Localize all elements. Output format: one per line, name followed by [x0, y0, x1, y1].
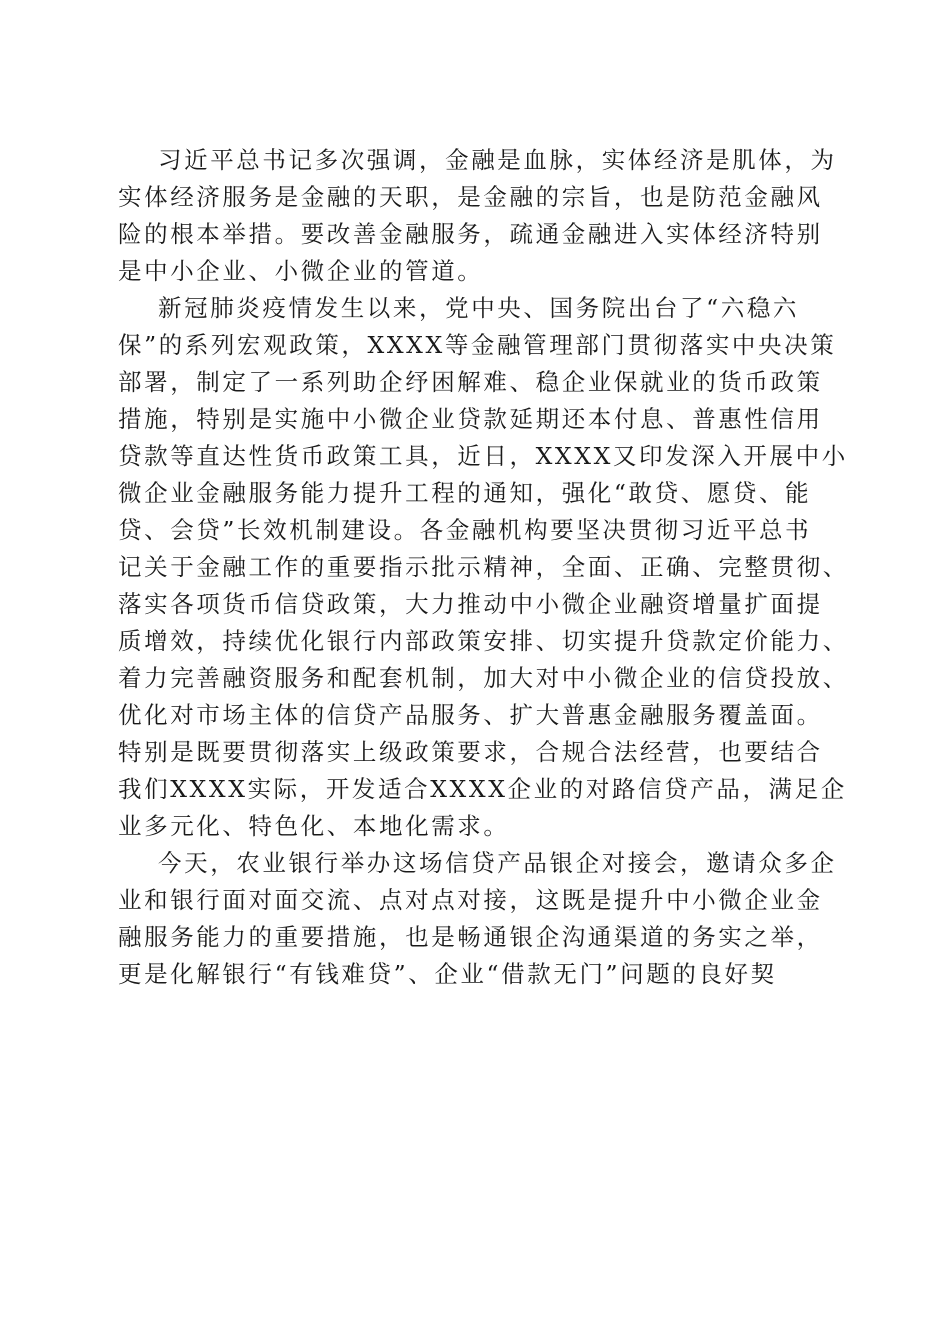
paragraph-2-line-7: 贷、会贷”长效机制建设。各金融机构要坚决贯彻习近平总书: [118, 516, 812, 544]
paragraph-1-line-4: 是中小企业、小微企业的管道。: [118, 257, 484, 285]
paragraph-3-line-4: 更是化解银行“有钱难贷”、企业“借款无门”问题的良好契: [118, 960, 777, 988]
paragraph-2-line-4: 措施，特别是实施中小微企业贷款延期还本付息、普惠性信用: [118, 405, 823, 433]
paragraph-2-line-6: 微企业金融服务能力提升工程的通知，强化“敢贷、愿贷、能: [118, 479, 812, 507]
paragraph-2-line-5: 贷款等直达性货币政策工具，近日，XXXX又印发深入开展中小: [118, 442, 848, 470]
paragraph-2-line-8: 记关于金融工作的重要指示批示精神，全面、正确、完整贯彻、: [118, 553, 849, 581]
paragraph-3-line-1: 今天，农业银行举办这场信贷产品银企对接会，邀请众多企: [158, 849, 837, 877]
paragraph-2-line-3: 部署，制定了一系列助企纾困解难、稳企业保就业的货币政策: [118, 368, 823, 396]
body-text: [118, 142, 849, 993]
paragraph-2-line-15: 业多元化、特色化、本地化需求。: [118, 812, 510, 840]
paragraph-2-line-2: 保”的系列宏观政策，XXXX等金融管理部门贯彻落实中央决策: [118, 331, 837, 359]
paragraph-1-line-1: 习近平总书记多次强调，金融是血脉，实体经济是肌体，为: [158, 146, 837, 174]
paragraph-2-line-9: 落实各项货币信贷政策，大力推动中小微企业融资增量扩面提: [118, 590, 823, 618]
paragraph-3-line-2: 业和银行面对面交流、点对点对接，这既是提升中小微企业金: [118, 886, 823, 914]
paragraph-2-line-11: 着力完善融资服务和配套机制，加大对中小微企业的信贷投放、: [118, 664, 849, 692]
paragraph-2-line-12: 优化对市场主体的信贷产品服务、扩大普惠金融服务覆盖面。: [118, 701, 823, 729]
paragraph-2-line-1: 新冠肺炎疫情发生以来，党中央、国务院出台了“六稳六: [158, 294, 800, 322]
paragraph-2-line-14: 我们XXXX实际，开发适合XXXX企业的对路信贷产品，满足企: [118, 775, 847, 803]
paragraph-2-line-10: 质增效，持续优化银行内部政策安排、切实提升贷款定价能力、: [118, 627, 849, 655]
paragraph-1-line-3: 险的根本举措。要改善金融服务，疏通金融进入实体经济特别: [118, 220, 823, 248]
paragraph-1-line-2: 实体经济服务是金融的天职，是金融的宗旨，也是防范金融风: [118, 183, 823, 211]
paragraph-2-line-13: 特别是既要贯彻落实上级政策要求，合规合法经营，也要结合: [118, 738, 823, 766]
paragraph-3-line-3: 融服务能力的重要措施，也是畅通银企沟通渠道的务实之举，: [118, 923, 823, 951]
